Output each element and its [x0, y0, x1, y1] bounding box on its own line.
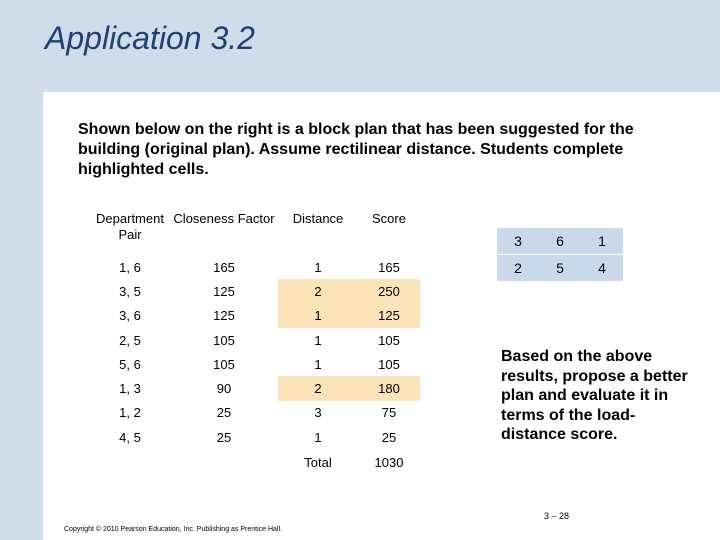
score-cell: 75: [381, 405, 397, 421]
prompt-text: Based on the above results, propose a better plan and evaluate it in terms of the load-distance score.: [501, 348, 688, 443]
header-distance: Distance: [292, 211, 344, 226]
factor-cell: 165: [213, 259, 235, 275]
block-plan-cell: 2: [497, 255, 539, 282]
score-cell: 105: [378, 356, 400, 372]
score-table: [90, 205, 420, 475]
block-plan-row: [497, 255, 623, 282]
header-score: Score: [372, 211, 406, 226]
distance-cell-highlighted: 2: [278, 376, 358, 400]
total-row: [90, 449, 420, 475]
pair-cell: 2, 5: [119, 332, 141, 348]
table-row: [90, 425, 420, 449]
score-cell-highlighted: 125: [358, 304, 420, 328]
table-row: [90, 279, 420, 303]
table-row: [90, 255, 420, 279]
distance-cell: 3: [314, 405, 322, 421]
score-table-header-row: [90, 205, 420, 255]
score-cell: 105: [378, 332, 400, 348]
side-band: [0, 92, 43, 540]
factor-cell: 90: [216, 381, 232, 397]
distance-cell-highlighted: 2: [278, 279, 358, 303]
pair-cell: 5, 6: [119, 356, 141, 372]
factor-cell: 125: [213, 308, 235, 324]
page-number: 3 – 28: [544, 511, 570, 521]
block-plan-cell: 1: [581, 228, 623, 255]
distance-cell: 1: [314, 332, 322, 348]
table-row: [90, 352, 420, 376]
pair-cell: 4, 5: [119, 429, 141, 445]
header-department-pair: Department Pair: [96, 211, 164, 242]
factor-cell: 25: [216, 405, 232, 421]
pair-cell: 3, 5: [119, 283, 141, 299]
block-plan: [497, 228, 623, 282]
table-row: [90, 304, 420, 328]
score-cell: 165: [378, 259, 400, 275]
copyright-notice: Copyright © 2010 Pearson Education, Inc. Publishing as Prentice Hall.: [64, 526, 283, 533]
distance-cell: 1: [314, 356, 322, 372]
total-value: 1030: [374, 454, 404, 470]
factor-cell: 105: [213, 332, 235, 348]
pair-cell: 1, 6: [119, 259, 141, 275]
total-label: Total: [304, 454, 332, 470]
header-closeness-factor: Closeness Factor: [173, 211, 275, 226]
distance-cell-highlighted: 1: [278, 304, 358, 328]
block-plan-cell: 6: [539, 228, 581, 255]
factor-cell: 25: [216, 429, 232, 445]
score-cell-highlighted: 180: [358, 376, 420, 400]
table-row: [90, 376, 420, 400]
block-plan-row: [497, 228, 623, 255]
block-plan-cell: 4: [581, 255, 623, 282]
block-plan-cell: 5: [539, 255, 581, 282]
block-plan-cell: 3: [497, 228, 539, 255]
table-row: [90, 401, 420, 425]
table-row: [90, 328, 420, 352]
factor-cell: 125: [213, 283, 235, 299]
factor-cell: 105: [213, 356, 235, 372]
score-cell: 25: [381, 429, 397, 445]
distance-cell: 1: [314, 429, 322, 445]
pair-cell: 3, 6: [119, 308, 141, 324]
distance-cell: 1: [314, 259, 322, 275]
pair-cell: 1, 3: [119, 381, 141, 397]
score-cell-highlighted: 250: [358, 279, 420, 303]
slide-title: Application 3.2: [45, 20, 255, 56]
pair-cell: 1, 2: [119, 405, 141, 421]
intro-text: Shown below on the right is a block plan that has been suggested for the building (original plan). Assume rectilinear distance. Students complete highlighted cells.: [78, 121, 634, 178]
